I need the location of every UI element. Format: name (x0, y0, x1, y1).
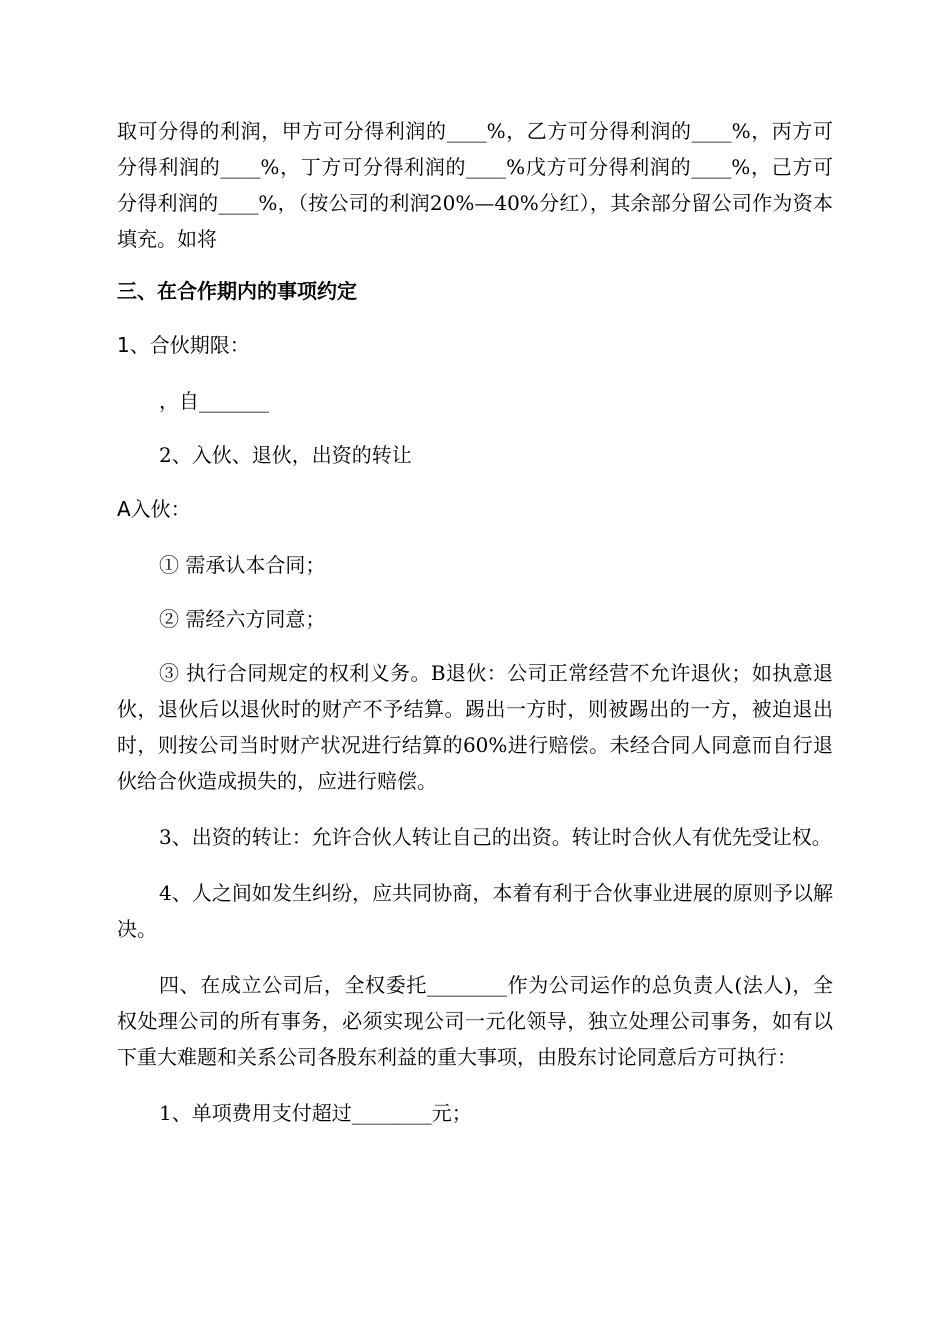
paragraph-term-from: ，自_______ (159, 389, 269, 413)
item-capital-transfer: 3、出资的转让：允许合伙人转让自己的出资。转让时合伙人有优先受让权。 (159, 825, 832, 849)
clause-rights-and-withdrawal: ③ 执行合同规定的权利义务。B退伙：公司正常经营不允许退伙；如执意退伙，退伙后以退伙时的财产不予结算。踢出一方时，则被踢出的一方，被迫退出时，则按公司当时财产状况进行结算的60%进行赔偿。未经合同人同意而自行退伙给合伙造成损失的，应进行赔偿。 (117, 661, 833, 793)
section-heading-cooperation-matters: 三、在合作期内的事项约定 (117, 279, 357, 303)
subheading-join: A入伙： (117, 497, 191, 521)
document-body (117, 113, 833, 1131)
item-partnership-term: 1、合伙期限： (117, 333, 250, 357)
paragraph-profit-distribution: 取可分得的利润，甲方可分得利润的____%，乙方可分得利润的____%，丙方可分得利润的____%，丁方可分得利润的____%戊方可分得利润的____%，己方可分得利润的____%，（按公司的利润20%—40%分红），其余部分留公司作为资本填充。如将 (117, 119, 833, 251)
item-expense-limit: 1、单项费用支付超过________元； (159, 1101, 472, 1125)
item-dispute-resolution: 4、人之间如发生纠纷，应共同协商，本着有利于合伙事业进展的原则予以解决。 (117, 881, 833, 941)
clause-accept-contract: ① 需承认本合同； (159, 553, 326, 577)
clause-six-party-consent: ② 需经六方同意； (159, 607, 326, 631)
section-four-authorization: 四、在成立公司后，全权委托________作为公司运作的总负责人(法人)，全权处理公司的所有事务，必须实现公司一元化领导，独立处理公司事务，如有以下重大难题和关系公司各股东利益的重大事项，由股东讨论同意后方可执行： (117, 973, 833, 1069)
item-join-withdraw-transfer: 2、入伙、退伙，出资的转让 (159, 443, 412, 467)
